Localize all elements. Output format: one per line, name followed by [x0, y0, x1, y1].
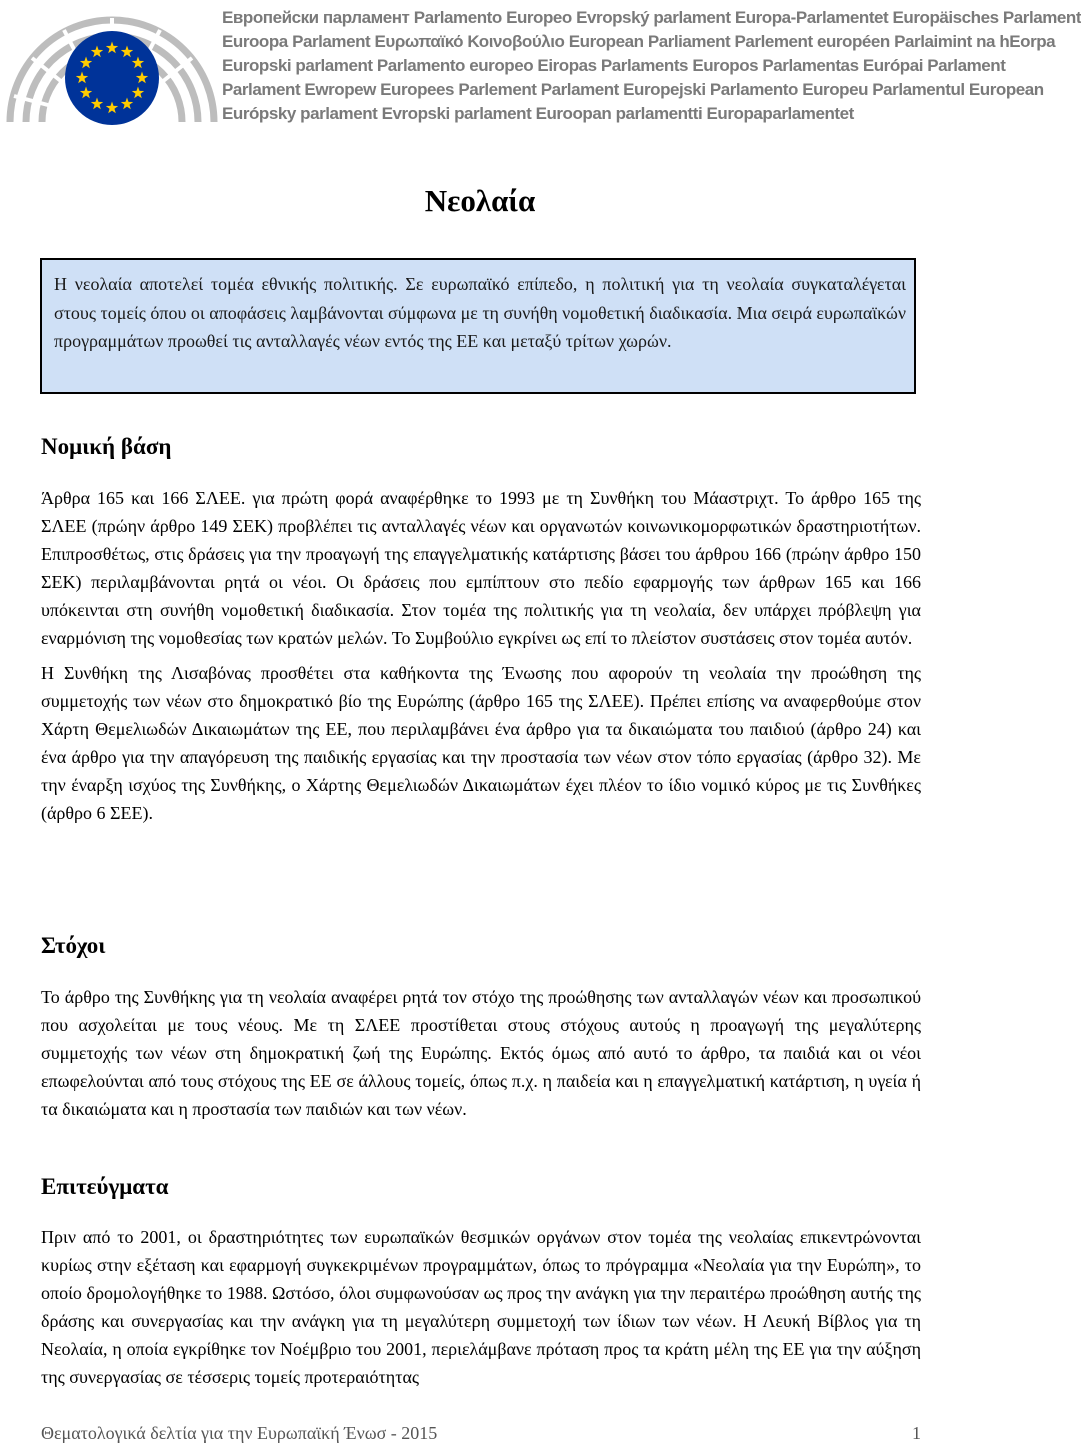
paragraph: Η Συνθήκη της Λισαβόνας προσθέτει στα καθήκοντα της Ένωσης που αφορούν τη νεολαία την προώθηση της συμμετοχής των νέων στο δημοκρατικό βίο της Ευρώπης (άρθρο 165 της ΣΛΕΕ). Πρέπει επίσης να αναφερθούμε στον Χάρτη Θεμελιωδών Δικαιωμάτων της ΕΕ, που περιλαμβάνει ένα άρθρο για τα δικαιώματα του παιδιού (άρθρο 24) και ένα άρθρο για την απαγόρευση της παιδικής εργασίας και την προστασία των νέων στον τόπο εργασίας (άρθρο 32). Με την έναρξη ισχύος της Συνθήκης, ο Χάρτης Θεμελιωδών Δικαιωμάτων έχει πλέον το ίδιο νομικό κύρος με τις Συνθήκες (άρθρο 6 ΣΕΕ). [41, 663, 921, 823]
parliament-hemicycle-icon [2, 0, 212, 125]
language-line: Parlament Ewropew Europees Parlement Parlament Europejski Parlamento Europeu Parlamentul European [222, 80, 1044, 99]
summary-box [40, 258, 916, 394]
section-heading: Επιτεύγματα [41, 1174, 169, 1199]
european-parliament-logo [2, 0, 212, 125]
section-heading: Νομική βάση [41, 434, 172, 459]
page-title: Νεολαία [424, 183, 536, 218]
page-footer [41, 1420, 921, 1446]
paragraph: Το άρθρο της Συνθήκης για τη νεολαία αναφέρει ρητά τον στόχο της προώθησης των ανταλλαγών νέων και προσωπικού που ασχολείται με τους νέους. Με τη ΣΛΕΕ προστίθεται στους στόχους αυτούς η προαγωγή της μεγαλύτερης συμμετοχής των νέων στη δημοκρατική ζωή της Ευρώπης. Εκτός όμως από αυτό το άρθρο, τα παιδιά και οι νέοι επωφελούνται από τους στόχους της ΕΕ σε άλλους τομείς, όπως π.χ. η παιδεία και η επαγγελματική κατάρτιση, η υγεία ή τα δικαιώματα και η προστασία των παιδιών και των νέων. [41, 987, 921, 1119]
section-objectives [41, 931, 921, 1123]
language-line: Europski parlament Parlamento europeo Eiropas Parlaments Europos Parlamentas Európai Parlament [222, 56, 1006, 75]
paragraph: Άρθρα 165 και 166 ΣΛΕΕ. για πρώτη φορά αναφέρθηκε το 1993 με τη Συνθήκη του Μάαστριχτ. Το άρθρο 165 της ΣΛΕΕ (πρώην άρθρο 149 ΣΕΚ) προβλέπει τις ανταλλαγές νέων και οργανωτών κοινωνικομορφωτικών δραστηριοτήτων. Επιπροσθέτως, στις δράσεις για την προαγωγή της επαγγελματικής κατάρτισης βάσει του άρθρου 166 (πρώην άρθρο 150 ΣΕΚ) περιλαμβάνονται ρητά οι νέοι. Οι δράσεις που εμπίπτουν στο πεδίο εφαρμογής των άρθρων 165 και 166 υπόκεινται στη συνήθη νομοθετική διαδικασία. Στον τομέα της πολιτικής για τη νεολαία, δεν υπάρχει πρόβλεψη για εναρμόνιση της νομοθεσίας των κρατών μελών. Το Συμβούλιο εγκρίνει ως επί το πλείστον συστάσεις στον τομέα αυτόν. [41, 488, 921, 648]
footer-text: Θεματολογικά δελτία για την Ευρωπαϊκή Ένωσ - 2015 [41, 1423, 438, 1443]
section-achievements [41, 1172, 921, 1391]
document-header [0, 0, 1081, 130]
parliament-name-languages [222, 6, 1081, 126]
paragraph: Πριν από το 2001, οι δραστηριότητες των ευρωπαϊκών θεσμικών οργάνων στον τομέα της νεολαίας επικεντρώνονται κυρίως στην εξέταση και εφαρμογή συγκεκριμένων προγραμμάτων, όπως το πρόγραμμα «Νεολαία για την Ευρώπη», το οποίο δρομολογήθηκε το 1988. Ωστόσο, όλοι συμφωνούσαν ως προς την ανάγκη για την περαιτέρω προώθηση αυτής της δράσης και συνεργασίας και την ανάγκη για τη μεγαλύτερη συμμετοχή των ίδιων των νέων. Η Λευκή Βίβλος για τη Νεολαία, η οποία εγκρίθηκε τον Νοέμβριο του 2001, περιελάμβανε πρόταση προς τα κράτη μέλη της ΕΕ για την αύξηση της συνεργασίας σε τέσσερις τομείς προτεραιότητας [41, 1227, 921, 1387]
language-line: Euroopa Parlament Ευρωπαϊκό Κοινοβούλιο European Parliament Parlement européen Parlaimint na hEorpa [222, 32, 1056, 51]
page-number: 1 [912, 1423, 921, 1443]
language-line: Европейски парламент Parlamento Europeo Evropský parlament Europa-Parlamentet Europäisches Parlament [222, 8, 1081, 27]
section-heading: Στόχοι [41, 933, 106, 958]
section-legal-basis [41, 432, 921, 827]
language-line: Európsky parlament Evropski parlament Euroopan parlamentti Europaparlamentet [222, 104, 854, 123]
summary-text: Η νεολαία αποτελεί τομέα εθνικής πολιτικής. Σε ευρωπαϊκό επίπεδο, η πολιτική για τη νεολαία συγκαταλέγεται στους τομείς όπου οι αποφάσεις λαμβάνονται σύμφωνα με τη συνήθη νομοθετική διαδικασία. Μια σειρά ευρωπαϊκών προγραμμάτων προωθεί τις ανταλλαγές νέων εντός της ΕΕ και μεταξύ τρίτων χωρών. [54, 274, 906, 351]
